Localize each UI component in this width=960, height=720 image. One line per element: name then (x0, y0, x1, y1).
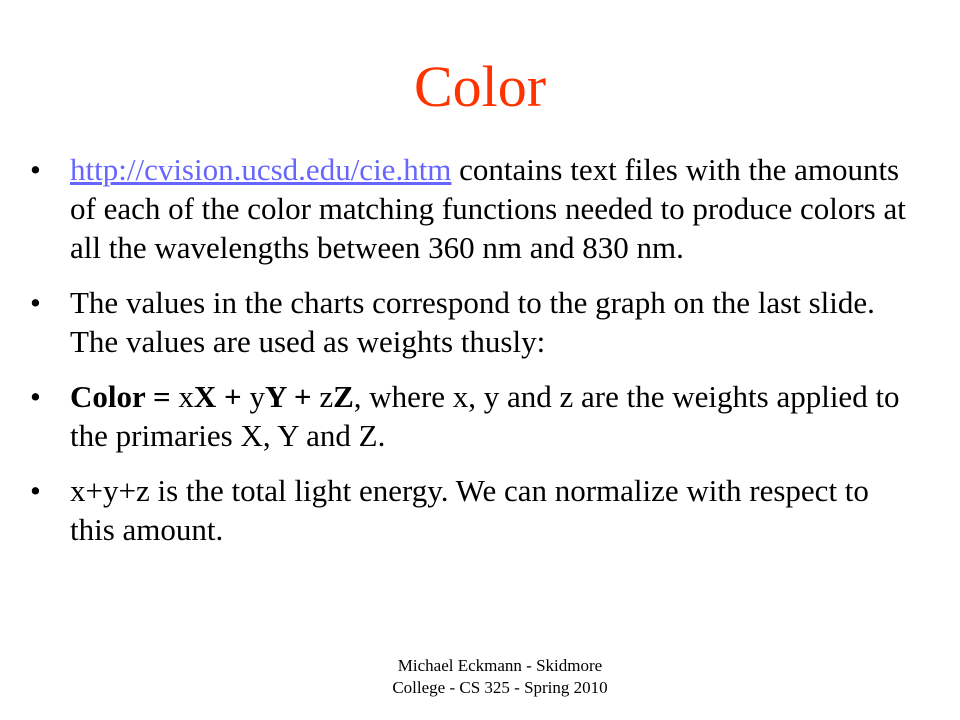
bullet-text-2: The values in the charts correspond to the graph on the last slide. The values are used as weights thusly: (70, 285, 875, 359)
bullet-item-4 (30, 471, 910, 549)
footer-line-2: College - CS 325 - Spring 2010 (392, 678, 608, 697)
formula-color-label: Color = (70, 379, 179, 414)
bullet-glyph: • (30, 379, 41, 414)
slide-footer (340, 655, 660, 699)
bullet-glyph: • (30, 152, 41, 187)
slide-title: Color (413, 54, 547, 119)
formula-weight-y: y (249, 379, 265, 414)
cie-link[interactable]: http://cvision.ucsd.edu/cie.htm (70, 152, 452, 187)
bullet-text-1: contains text files with the amounts of each of the color matching functions needed to produce colors at all the wavelengths between 360 nm and 830 nm. (70, 152, 906, 265)
formula-primary-z: Z (333, 379, 354, 414)
formula-primary-x: X + (193, 379, 250, 414)
formula-primary-y: Y + (264, 379, 320, 414)
footer-line-1: Michael Eckmann - Skidmore (397, 656, 603, 675)
bullet-text-3: , where x, y and z are the weights applied to the primaries X, Y and Z. (70, 379, 900, 453)
bullet-text-4: x+y+z is the total light energy. We can normalize with respect to this amount. (70, 473, 869, 547)
bullet-glyph: • (30, 473, 41, 508)
bullet-item-2 (30, 283, 910, 361)
bullet-list (30, 150, 910, 565)
bullet-item-1 (30, 150, 910, 267)
bullet-item-3 (30, 377, 910, 455)
formula-weight-x: x (178, 379, 194, 414)
formula-weight-z: z (319, 379, 334, 414)
bullet-glyph: • (30, 285, 41, 320)
